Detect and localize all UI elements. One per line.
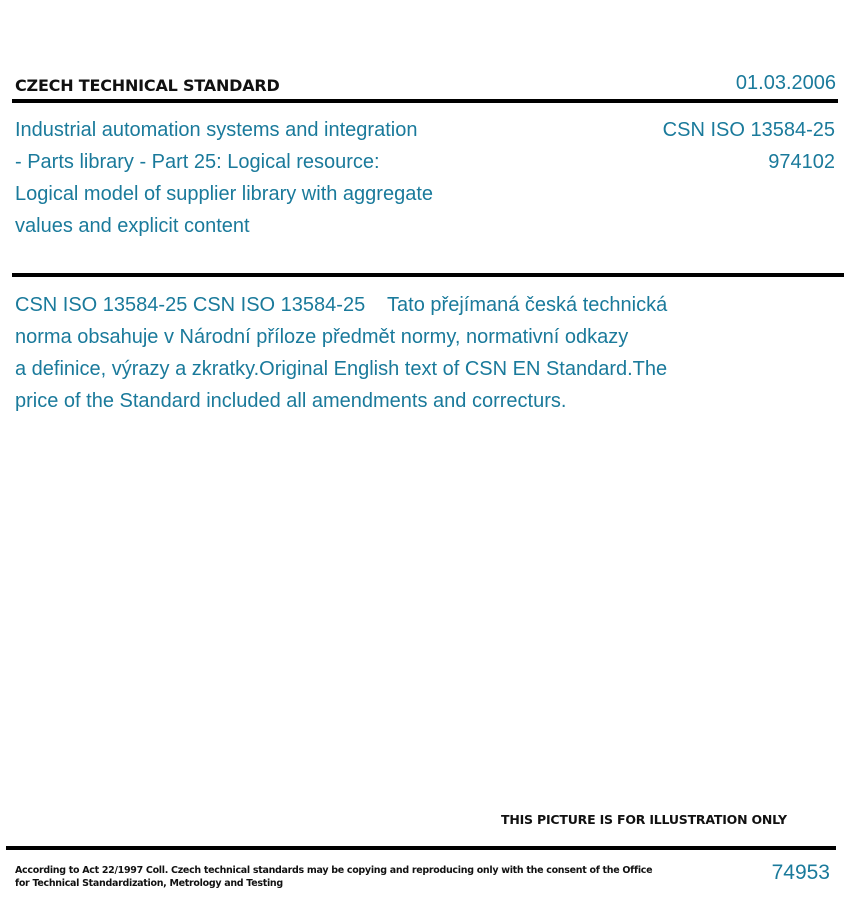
standard-codes	[575, 114, 835, 178]
header-divider	[12, 99, 838, 103]
standard-title-line: Logical model of supplier library with aggregate	[15, 183, 434, 205]
description-line: a definice, výrazy a zkratky.Original English text of CSN EN Standard.The	[15, 358, 668, 380]
legal-notice	[15, 864, 653, 890]
document-number: 74953	[771, 861, 830, 884]
standard-title-line: Industrial automation systems and integration	[15, 119, 418, 141]
standard-code: CSN ISO 13584-25	[662, 119, 835, 141]
title-divider	[12, 273, 844, 277]
standard-title	[15, 114, 485, 242]
legal-notice-line: According to Act 22/1997 Coll. Czech technical standards may be copying and reproducing only with the consent of the Office	[15, 865, 653, 876]
standard-title-line: values and explicit content	[15, 215, 250, 237]
standard-title-line: - Parts library - Part 25: Logical resource:	[15, 151, 380, 173]
legal-notice-line: for Technical Standardization, Metrology and Testing	[15, 878, 283, 889]
standard-class-number: 974102	[768, 151, 835, 173]
document-type-label: CZECH TECHNICAL STANDARD	[15, 76, 280, 95]
description-line: CSN ISO 13584-25 CSN ISO 13584-25 Tato přejímaná česká technická	[15, 294, 668, 316]
publication-date: 01.03.2006	[735, 72, 836, 94]
description-line: price of the Standard included all amendments and correcturs.	[15, 390, 567, 412]
footer-divider	[6, 846, 836, 850]
description-line: norma obsahuje v Národní příloze předmět normy, normativní odkazy	[15, 326, 629, 348]
illustration-notice: THIS PICTURE IS FOR ILLUSTRATION ONLY	[501, 812, 787, 827]
standard-description	[15, 289, 735, 417]
